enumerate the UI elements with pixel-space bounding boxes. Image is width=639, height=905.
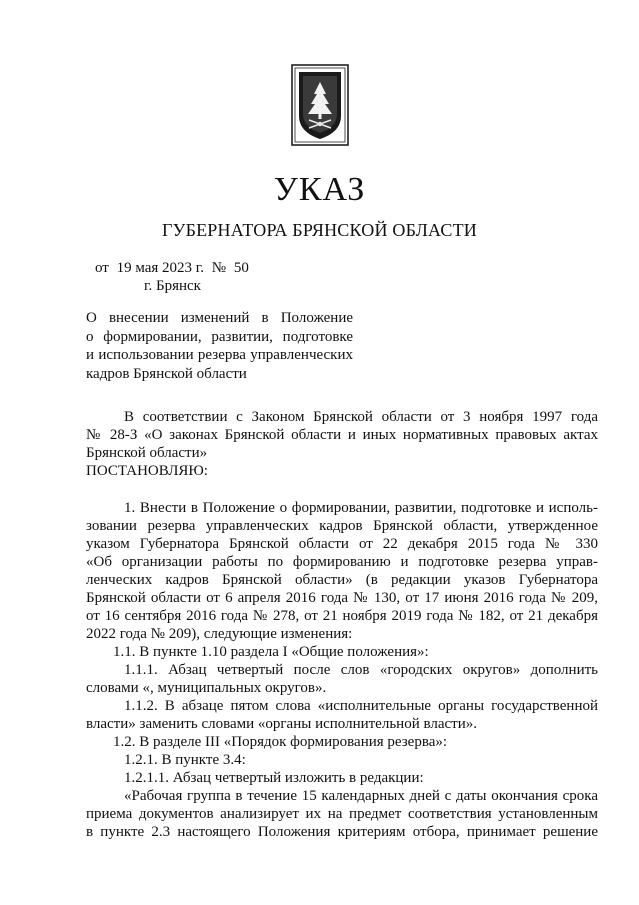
item-1-1-2-line: власти» заменить словами «органы исполнительной власти». xyxy=(86,716,477,732)
item-1-line: от 16 сентября 2016 года № 278, от 21 ноября 2019 года № 182, от 21 декабря xyxy=(86,608,598,624)
item-1-1-1-line: словами «, муниципальных округов». xyxy=(86,680,327,696)
quote-line: в пункте 2.3 настоящего Положения критериям отбора, принимает решение xyxy=(86,824,598,840)
document-number: 50 xyxy=(233,260,249,276)
item-1-1: 1.1. В пункте 1.10 раздела I «Общие положения»: xyxy=(113,644,429,660)
document-issuer: ГУБЕРНАТОРА БРЯНСКОЙ ОБЛАСТИ xyxy=(162,220,477,240)
preamble-line: В соответствии с Законом Брянской области от 3 ноября 1997 года xyxy=(124,409,598,425)
document-city: г. Брянск xyxy=(144,278,201,294)
quote-line: «Рабочая группа в течение 15 календарных дней с даты окончания срока xyxy=(124,788,598,804)
subject-line: о формировании, развитии, подготовке xyxy=(86,328,353,345)
subject-line: кадров Брянской области xyxy=(86,365,247,382)
document-date: 19 мая 2023 г. xyxy=(116,260,205,276)
item-1-line: 2022 года № 209), следующие изменения: xyxy=(86,626,353,642)
preamble-line: Брянской области» xyxy=(86,445,208,461)
item-1-1-2-line: 1.1.2. В абзаце пятом слова «исполнительные органы государственной xyxy=(124,698,598,714)
preamble-line: № 28-З «О законах Брянской области и иных нормативных правовых актах xyxy=(86,427,598,443)
number-sign: № xyxy=(211,260,227,276)
decree-word: ПОСТАНОВЛЯЮ: xyxy=(86,463,208,479)
subject-line: О внесении изменений в Положение xyxy=(86,310,353,326)
date-prefix: от xyxy=(95,260,109,276)
item-1-line: «Об организации работы по формированию и подготовке резерва управ- xyxy=(86,554,598,570)
item-1-2-1: 1.2.1. В пункте 3.4: xyxy=(124,752,246,768)
date-number-line xyxy=(95,258,253,278)
item-1-line: ленческих кадров Брянской области» (в редакции указов Губернатора xyxy=(86,572,598,588)
item-1-1-1-line: 1.1.1. Абзац четвертый после слов «городских округов» дополнить xyxy=(124,662,598,678)
subject-line: и использовании резерва управленческих xyxy=(86,347,353,364)
item-1-line: указом Губернатора Брянской области от 22 декабря 2015 года № 330 xyxy=(86,536,598,552)
item-1-line: зовании резерва управленческих кадров Брянской области, утвержденное xyxy=(86,518,598,534)
item-1-2: 1.2. В разделе III «Порядок формирования резерва»: xyxy=(113,734,448,750)
item-1-line: 1. Внести в Положение о формировании, развитии, подготовке и исполь- xyxy=(124,500,598,516)
item-1-2-1-1: 1.2.1.1. Абзац четвертый изложить в редакции: xyxy=(124,770,424,786)
document-title: УКАЗ xyxy=(273,171,366,208)
bryansk-coat-of-arms-emblem xyxy=(291,64,349,146)
item-1-line: Брянской области от 6 апреля 2016 года № 130, от 17 июня 2016 года № 209, xyxy=(86,590,598,606)
quote-line: приема документов анализирует их на предмет соответствия установленным xyxy=(86,806,598,822)
document-subject xyxy=(86,309,353,383)
document-body xyxy=(86,408,598,841)
